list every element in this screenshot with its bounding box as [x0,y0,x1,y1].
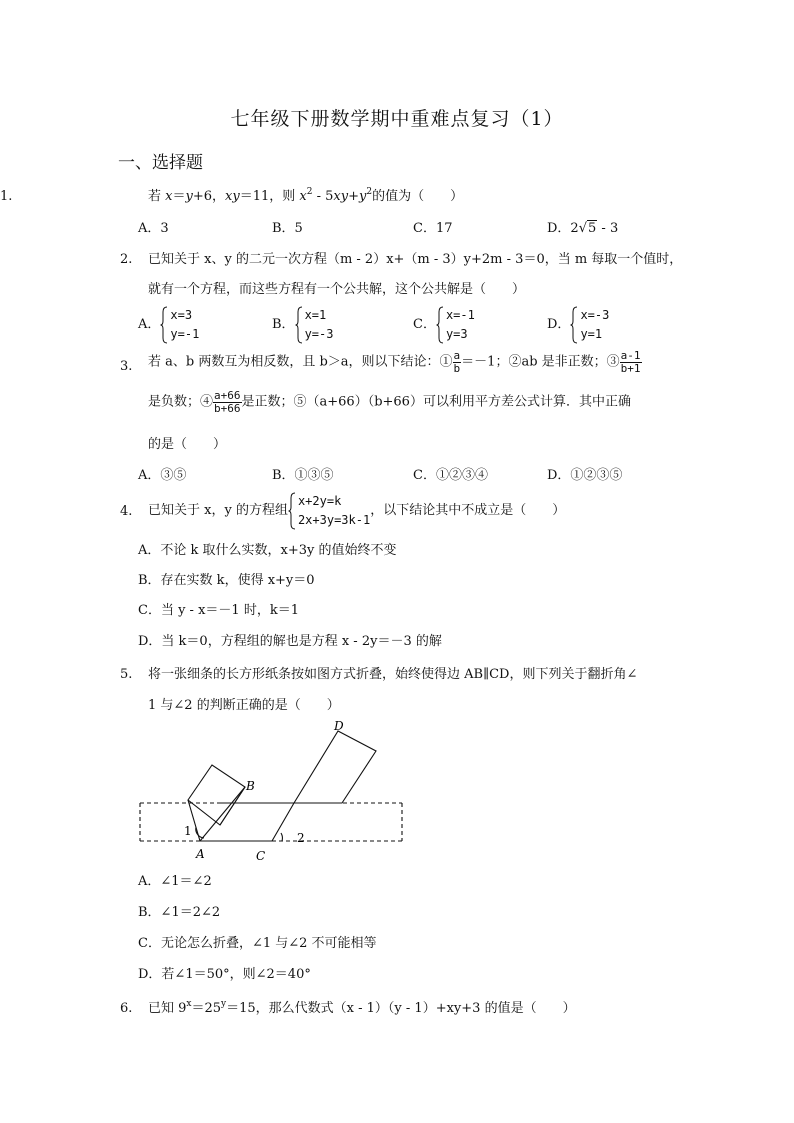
brace-icon [295,306,303,344]
label-b: B [246,779,255,793]
option-b: B．∠1＝2∠2 [138,905,221,920]
fraction: $\frac{a-1}{b+1}$ [620,349,641,375]
option-a: A．不论 k 取什么实数，x+3y 的值始终不变 [138,543,397,558]
option-b: B． x=1 y=-3 [272,306,333,344]
equation-system: x=3 y=-1 [160,306,199,344]
equation-system: x=1 y=-3 [295,306,334,344]
option-a: A．3 [138,221,169,236]
question-number: 6. [120,1001,133,1016]
folded-strip-figure [130,715,420,870]
brace-icon [570,306,578,344]
question-2-line-2: 就有一个方程，而这些方程有一个公共解，这个公共解是（ ） [148,282,526,297]
question-2-line-1: 已知关于 x、y 的二元一次方程（m - 2）x+（m - 3）y+2m - 3＝0，当 m 每取一个值时， [148,252,683,267]
question-4-stem: 已知关于 x，y 的方程组 x+2y=k 2x+3y=3k-1 ，以下结论其中不成立是（ ） [148,492,565,530]
label-c: C [256,849,266,863]
option-a: A． x=3 y=-1 [138,306,199,344]
question-6-stem: 已知 $9^x=25^y=15$，那么代数式（x - 1）（y - 1）+xy+3 的值是（ ） [148,999,576,1016]
option-b: B．①③⑤ [272,468,334,483]
option-a: A．③⑤ [138,468,187,483]
option-b: B．5 [272,221,303,236]
brace-icon [436,306,444,344]
question-5-line-2: 1 与∠2 的判断正确的是（ ） [148,698,340,713]
page-title: 七年级下册数学期中重难点复习（1） [230,108,564,130]
label-a: A [196,847,205,861]
option-a: A．∠1＝∠2 [138,874,212,889]
sqrt-symbol: √5 [578,221,597,236]
option-d: D．2√5 - 3 [547,221,619,236]
equation-system: x=-1 y=3 [436,306,475,344]
option-c: C．当 y - x＝－1 时，k＝1 [138,603,299,618]
fraction: $\frac{a}{b}$ [453,349,461,375]
question-number: 4. [120,504,133,519]
question-3-line-2: 是负数；④ $\frac{a+66}{b+66}$ 是正数；⑤（a+66）（b+66）可以利用平方差公式计算．其中正确 [148,389,631,415]
right-folded-strip [294,731,376,803]
option-c: C． x=-1 y=3 [413,306,475,344]
fraction: $\frac{a+66}{b+66}$ [214,389,241,415]
question-1-stem: 若 x＝y+6，xy＝11，则 $x^2 - 5xy+y^2$的值为（ ） [148,187,464,204]
angle-2-label: 2 [297,831,305,845]
question-number: 1. [0,189,13,204]
option-d: D．当 k＝0，方程组的解也是方程 x - 2y＝－3 的解 [138,634,442,649]
question-number: 5. [120,667,133,682]
question-3-line-1: 若 a、b 两数互为相反数，且 b＞a，则以下结论：① $\frac{a}{b}$ ＝－1；②ab 是非正数；③ $\frac{a-1}{b+1}$ [148,349,641,375]
question-number: 3. [120,359,133,374]
question-5-line-1: 将一张细条的长方形纸条按如图方式折叠，始终使得边 AB∥CD，则下列关于翻折角∠ [148,667,638,682]
option-b: B．存在实数 k，使得 x+y＝0 [138,573,315,588]
option-d: D．①②③⑤ [547,468,623,483]
brace-icon [160,306,168,344]
question-1 [0,188,12,206]
question-number: 2. [120,252,133,267]
left-folded-flap [188,765,245,825]
section-heading: 一、选择题 [118,153,203,173]
angle-1-label: 1 [184,824,192,838]
option-d: D． x=-3 y=1 [547,306,609,344]
option-d: D．若∠1＝50°，则∠2＝40° [138,967,311,982]
option-c: C．17 [413,221,453,236]
equation-system: x=-3 y=1 [570,306,609,344]
brace-icon [288,492,296,530]
equation-system: x+2y=k 2x+3y=3k-1 [288,492,370,530]
angle-1-arc [196,827,204,838]
label-d: D [334,719,344,733]
option-c: C．①②③④ [413,468,488,483]
segment-b-to-mid [220,787,245,825]
question-3-line-3: 的是（ ） [148,437,227,452]
segment-mid-to-c [272,803,294,841]
option-c: C．无论怎么折叠，∠1 与∠2 不可能相等 [138,936,377,951]
angle-2-arc [281,833,282,841]
